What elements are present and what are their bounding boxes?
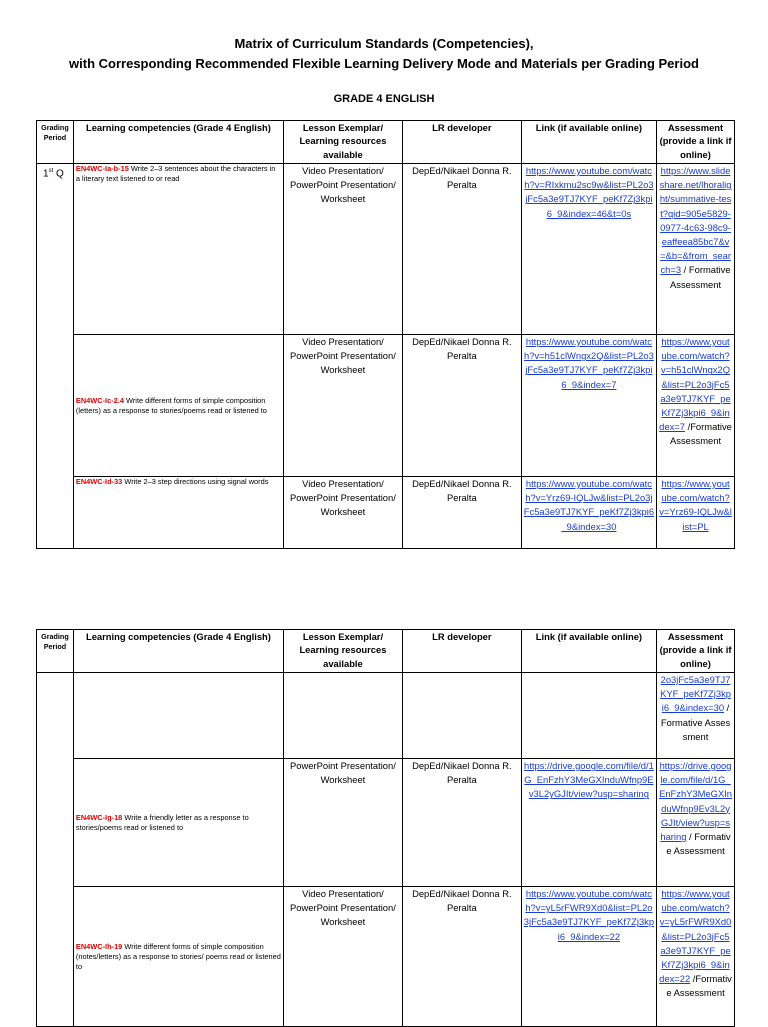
doc-title-line1: Matrix of Curriculum Standards (Competencies), [234,36,534,51]
resource-link[interactable]: https://www.youtube.com/watch?v=h51clWngx2Q&list=PL2o3jFc5a3e9TJ7KYF_peKf7Zj3kpi6_9&index=7 [524,336,654,390]
assessment-text: /Formative Assessment [666,973,732,999]
competency-text: Write different forms of simple composition (notes/letters) as a response to stories/ poems read or listened to [75,941,281,971]
table-row [37,335,735,477]
table-header-row [37,630,735,673]
developer-cell: DepEd/Nikael Donna R. Peralta [402,335,521,477]
competency-text: Write different forms of simple composition (letters) as a response to stories/poems read or listened to [75,395,267,415]
header-developer: LR developer [402,121,521,164]
header-developer: LR developer [402,630,521,673]
header-grading: Grading Period [37,630,74,673]
developer-cell: DepEd/Nikael Donna R. Peralta [402,477,521,549]
assessment-link[interactable]: https://www.youtube.com/watch?v=h51clWngx2Q&list=PL2o3jFc5a3e9TJ7KYF_peKf7Zj3kpi6_9&index=7 [659,336,731,433]
competency-text: Write 2–3 sentences about the characters in a literary text listened to or read [75,164,276,183]
exemplar-cell: Video Presentation/ PowerPoint Presentation/ Worksheet [284,887,403,1027]
curriculum-table-page1 [36,120,735,549]
quarter-sup: st [48,168,54,174]
header-assessment: Assessment (provide a link if online) [657,630,735,673]
developer-cell: DepEd/Nikael Donna R. Peralta [402,759,521,887]
table-row [37,759,735,887]
competency-code: EN4WC-Ih-19 [75,941,123,951]
competency-cell [73,335,283,477]
curriculum-table-page2 [36,629,735,1027]
assessment-cell [657,164,735,335]
assessment-link[interactable]: https://www.slideshare.net/lhoralight/summative-test?qid=905e5829-0977-4c63-98c9-eaffeea85bc7&v=&b=&from_search=3 [659,165,732,276]
header-link: Link (if available online) [521,630,656,673]
competency-code: EN4WC-Ia-b-15 [75,164,129,173]
assessment-cell [657,673,735,759]
competency-code: EN4WC-Id-33 [75,477,123,486]
developer-cell: DepEd/Nikael Donna R. Peralta [402,887,521,1027]
competency-cell [73,887,283,1027]
resource-link[interactable]: https://www.youtube.com/watch?v=yL5rFWR9Xd0&list=PL2o3jFc5a3e9TJ7KYF_peKf7Zj3kpi6_9&index=22 [523,888,655,942]
link-cell [521,164,656,335]
header-assessment: Assessment (provide a link if online) [657,121,735,164]
competency-cell [73,673,283,759]
competency-code: EN4WC-Ic-2.4 [75,395,124,405]
quarter-cell [37,164,74,549]
link-cell [521,887,656,1027]
table-row [37,477,735,549]
link-cell [521,477,656,549]
assessment-link[interactable]: https://drive.google.com/file/d/1G_EnFzhY3MeGXInduWfnp9Ev3L2yGJIt/view?usp=sharing [659,760,733,843]
exemplar-cell [284,673,403,759]
table-header-row [37,121,735,164]
competency-cell [73,477,283,549]
doc-title-line2: with Corresponding Recommended Flexible Learning Delivery Mode and Materials per Grading Period [69,56,699,71]
assessment-text: /Formative Assessment [670,421,732,447]
header-exemplar: Lesson Exemplar/ Learning resources available [284,121,403,164]
resource-link[interactable]: https://www.youtube.com/watch?v=Yrz69-IQLJw&list=PL2o3jFc5a3e9TJ7KYF_peKf7Zj3kpi6_9&index=30 [523,478,655,532]
resource-link[interactable]: https://drive.google.com/file/d/1G_EnFzhY3MeGXInduWfnp9Ev3L2yGJIt/view?usp=sharing [524,760,654,800]
quarter-cell [37,673,74,1027]
quarter-suffix: Q [56,168,64,180]
assessment-text: / Formative Assessment [666,831,731,857]
exemplar-cell: Video Presentation/ PowerPoint Presentation/ Worksheet [284,164,403,335]
assessment-link[interactable]: 2o3jFc5a3e9TJ7KYF_peKf7Zj3kpi6_9&index=30 [660,674,731,714]
developer-cell [402,673,521,759]
assessment-text: / Formative Assessment [670,264,731,290]
header-grading: Grading Period [37,121,74,164]
table-row [37,164,735,335]
assessment-link[interactable]: https://www.youtube.com/watch?v=Yrz69-IQLJw&list=PL [659,478,732,532]
exemplar-cell: Video Presentation/ PowerPoint Presentation/ Worksheet [284,335,403,477]
exemplar-cell: PowerPoint Presentation/ Worksheet [284,759,403,887]
assessment-cell [657,335,735,477]
assessment-cell [657,759,735,887]
resource-link[interactable]: https://www.youtube.com/watch?v=RIxkmu2sc9w&list=PL2o3jFc5a3e9TJ7KYF_peKf7Zj3kpi6_9&index=46&t=0s [524,165,654,219]
header-link: Link (if available online) [521,121,656,164]
competency-cell [73,164,283,335]
link-cell [521,759,656,887]
grade-heading: GRADE 4 ENGLISH [333,93,435,105]
table-row [37,887,735,1027]
link-cell [521,673,656,759]
competency-text: Write 2–3 step directions using signal words [122,477,269,486]
link-cell [521,335,656,477]
competency-cell [73,759,283,887]
developer-cell: DepEd/Nikael Donna R. Peralta [402,164,521,335]
competency-text: Write a friendly letter as a response to stories/poems read or listened to [75,812,249,832]
table-row [37,673,735,759]
quarter-number: 1 [43,168,49,180]
header-competencies: Learning competencies (Grade 4 English) [73,630,283,673]
assessment-link[interactable]: https://www.youtube.com/watch?v=yL5rFWR9Xd0&list=PL2o3jFc5a3e9TJ7KYF_peKf7Zj3kpi6_9&index=22 [659,888,732,985]
assessment-cell [657,887,735,1027]
assessment-text: /Formative Assessment [660,702,731,742]
assessment-cell [657,477,735,549]
exemplar-cell: Video Presentation/ PowerPoint Presentation/ Worksheet [284,477,403,549]
header-competencies: Learning competencies (Grade 4 English) [73,121,283,164]
header-exemplar: Lesson Exemplar/ Learning resources available [284,630,403,673]
competency-code: EN4WC-Ig-18 [75,812,123,822]
